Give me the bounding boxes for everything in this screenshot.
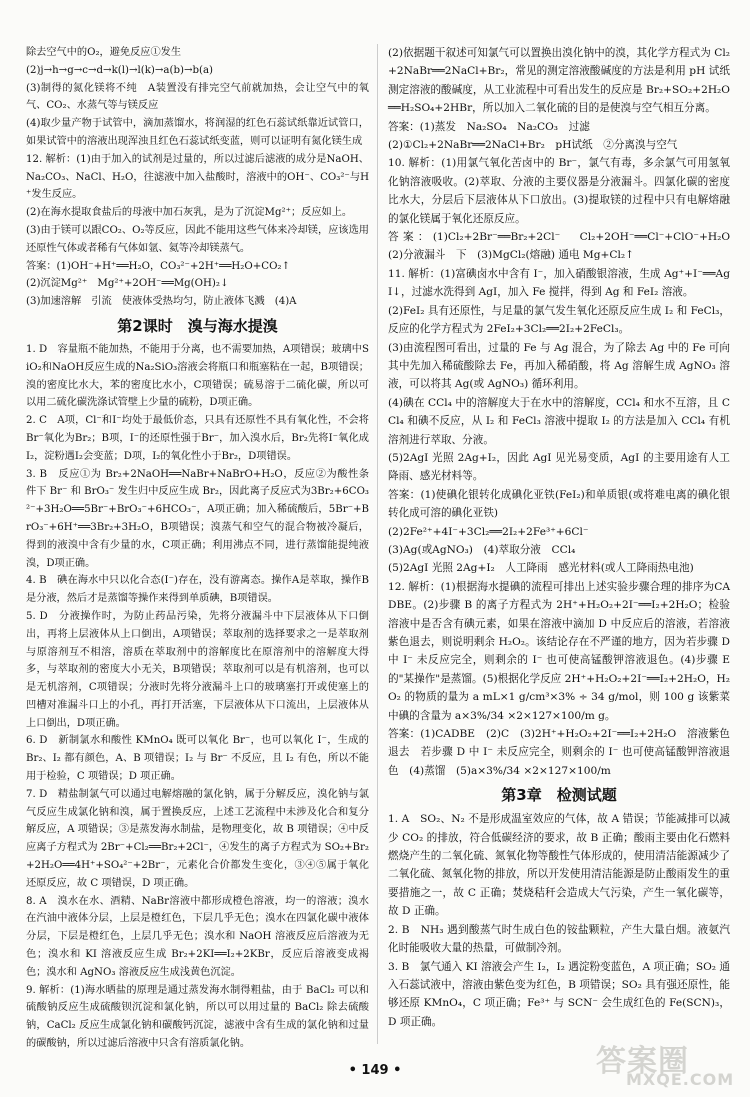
paragraph: (3)制得的氮化镁将不纯 A装置没有排完空气前就加热，会让空气中的氧气、CO₂、水蒸气等与镁反应 bbox=[26, 82, 369, 112]
watermark-url: MXQE.COM bbox=[626, 1070, 735, 1089]
paragraph: 10. 解析：(1)用氯气氧化苦卤中的 Br⁻，氯气有毒，多余氯气可用氢氧化钠溶液吸收。(2)萃取、分液的主要仪器是分液漏斗。四氯化碳的密度比水大，分层后下层液体从下口放出。(3)提取镁的过程中只有电解熔融的氯化镁属于氧化还原反应。 bbox=[388, 157, 730, 225]
paragraph: 6. D 新制氯水和酸性 KMnO₄ 既可以氧化 Br⁻，也可以氧化 I⁻，生成的 Br₂、I₂ 都有颜色，A、B 项错误；I₂ 与 Br⁻ 不反应，且 I₂ 有色，所以不能用于检验，C 项错误；D 项正确。 bbox=[26, 735, 369, 783]
paragraph: 除去空气中的O₂，避免反应①发生 bbox=[26, 47, 182, 58]
paragraph: 答案：(1)Cl₂+2Br⁻══Br₂+2Cl⁻ Cl₂+2OH⁻══Cl⁻+ClO⁻+H₂O (2)分液漏斗 下 (3)MgCl₂(熔融) 通电 Mg+Cl₂↑ bbox=[388, 231, 741, 262]
paragraph: (2)FeI₂ 具有还原性，与足量的氯气发生氧化还原反应生成 I₂ 和 FeCl₃，反应的化学方程式为 2FeI₂+3Cl₂══2I₂+2FeCl₃。 bbox=[388, 304, 730, 336]
paragraph: (2)①Cl₂+2NaBr══2NaCl+Br₂ pH试纸 ②分离溴与空气 bbox=[388, 139, 678, 152]
right-column bbox=[388, 44, 741, 1031]
paragraph: 3. B 氯气通入 KI 溶液会产生 I₂，I₂ 遇淀粉变蓝色，A 项正确；SO₂ 通入石蕊试液中，溶液由紫色变为红色，B 项错误；SO₂ 具有强还原性，能够还原 KMnO₄，C 项正确；Fe³⁺ 与 SCN⁻ 会生成红色的 Fe(SCN)₃，D 项正确。 bbox=[388, 960, 730, 1028]
paragraph: 答案：(1)CADBE (2)C (3)2H⁺+H₂O₂+2I⁻══I₂+2H₂O 溶液紫色退去 若步骤 D 中 I⁻ 未反应完全，则剩余的 I⁻ 也可使高锰酸钾溶液退色 (4)蒸馏 (5)a×3%/34 ×2×127×100/m bbox=[388, 728, 730, 777]
paragraph: (4)取少量产物于试管中，滴加蒸馏水，将润湿的红色石蕊试纸靠近试管口，如果试管中的溶液出现浑浊且红色石蕊试纸变蓝，则可以证明有氮化镁生成 bbox=[26, 118, 369, 147]
section-heading: 第2课时 溴与海水提溴 bbox=[117, 316, 278, 335]
paragraph: (2)2Fe²⁺+4I⁻+3Cl₂══2I₂+2Fe³⁺+6Cl⁻ bbox=[388, 525, 589, 538]
paragraph: (3)由于镁可以跟CO₂、O₂等反应，因此不能用这些气体来冷却镁，应该选用还原性气体或者稀有气体如氩、氦等冷却镁蒸气。 bbox=[26, 224, 369, 254]
paragraph: 9. 解析：(1)海水晒盐的原理是通过蒸发海水制得粗盐，由于 BaCl₂ 可以和硫酸钠反应生成硫酸钡沉淀和氯化钠，所以可以用过量的 BaCl₂ 除去硫酸钠，CaCl₂ 反应生成氯化钠和碳酸钙沉淀，滤液中含有生成的氯化钠和过量的碳酸钠，所以过滤后溶液中只含有溶质氯化钠。 bbox=[26, 984, 369, 1050]
paragraph: 1. A SO₂、N₂ 不是形成温室效应的气体，故 A 错误；节能减排可以减少 CO₂ 的排放，符合低碳经济的要求，故 B 正确；酸雨主要由化石燃料燃烧产生的二氧化硫、氮氧化物等酸性气体形成的，使用清洁能源减少了二氧化硫、氮氧化物的排放，所以开发使用清洁能源是防止酸雨发生的重要措施之一，故 C 正确；焚烧秸秆会造成大气污染，产生一氧化碳等，故 D 正确。 bbox=[388, 813, 730, 918]
paragraph: (2)j→h→g→c→d→k(l)→l(k)→a(b)→b(a) bbox=[26, 64, 214, 76]
paragraph: 12. 解析：(1)根据海水提碘的流程可排出上述实验步骤合理的排序为CADBE。(2)步骤 B 的离子方程式为 2H⁺+H₂O₂+2I⁻══I₂+2H₂O；检验溶液中是否含有碘元素，如果在溶液中滴加 D 中反应后的溶液，若溶液紫色退去，则说明剩余 H₂O₂。该结论存在不严谨的地方，因为若步骤 D 中 I⁻ 未反应完全，则剩余的 I⁻ 也可使高锰酸钾溶液退色。(4)步骤 E 的"某操作"是蒸馏。(5)根据化学反应 2H⁺+H₂O₂+2I⁻══I₂+2H₂O，H₂O₂ 的物质的量为 a mL×1 g/cm³×3% ÷ 34 g/mol，则 100 g 该紫菜中碘的含量为 a×3%/34 ×2×127×100/m g。 bbox=[388, 580, 730, 722]
paragraph: (5)2AgI 光照 2Ag+I₂ 人工降雨 感光材料(或人工降雨热电池) bbox=[388, 562, 694, 575]
column-divider bbox=[377, 44, 378, 1044]
left-column bbox=[26, 44, 369, 1053]
paragraph: 答案：(1)蒸发 Na₂SO₄ Na₂CO₃ 过滤 bbox=[388, 120, 590, 133]
paragraph: (3)Ag(或AgNO₃) (4)萃取分液 CCl₄ bbox=[388, 543, 576, 556]
paragraph: 8. A 溴水在水、酒精、NaBr溶液中都形成橙色溶液，均一的溶液；溴水在汽油中液体分层，上层是橙红色，下层几乎无色；溴水在四氯化碳中液体分层，下层是橙红色，上层几乎无色；溴水和 NaOH 溶液反应后溶液为无色；溴水和 KI 溶液反应生成 Br₂+2KI══I₂+2KBr，反应后溶液变成褐色；溴水和 AgNO₃ 溶液反应生成浅黄色沉淀。 bbox=[26, 895, 369, 978]
paragraph: 2. B NH₃ 遇到酸蒸气时生成白色的铵盐颗粒，产生大量白烟。液氨汽化时能吸收大量的热量，可做制冷剂。 bbox=[388, 923, 730, 955]
paragraph: 4. B 碘在海水中只以化合态(I⁻)存在，没有游离态。操作A是萃取，操作B是分液，然后才是蒸馏等操作来得到单质碘，B项错误。 bbox=[26, 575, 369, 605]
paragraph: (2)依据题干叙述可知氯气可以置换出溴化钠中的溴，其化学方程式为 Cl₂+2NaBr══2NaCl+Br₂，常见的测定溶液酸碱度的方法是利用 pH 试纸测定溶液的酸碱度，从工业流程中可看出发生的反应是 Br₂+SO₂+2H₂O══H₂SO₄+2HBr，所以加入二氧化硫的目的是使溴与空气相互分离。 bbox=[388, 47, 730, 115]
paragraph: 1. D 容量瓶不能加热，不能用于分离，也不需要加热，A项错误；玻璃中SiO₂和NaOH反应生成的Na₂SiO₃溶液会将瓶口和瓶塞粘在一起，B项错误；溴的密度比水大，苯的密度比水小，C项错误；硫易溶于二硫化碳，所以可以用二硫化碳洗涤试管壁上少量的硫粉，D项正确。 bbox=[26, 343, 369, 409]
paragraph: (3)加速溶解 引流 使液体受热均匀，防止液体飞溅 (4)A bbox=[26, 296, 297, 308]
paragraph: 5. D 分液操作时，为防止药品污染，先将分液漏斗中下层液体从下口倒出，再将上层液体从上口倒出，A项错误；萃取剂的选择要求之一是萃取剂与原溶剂互不相溶，溶质在萃取剂中的溶解度比在原溶剂中的溶解度大得多，与萃取剂的密度大小无关，B项错误；萃取剂可以是有机溶剂，也可以是无机溶剂，C项错误；分液时先将分液漏斗上口的玻璃塞打开或使塞上的凹槽对准漏斗口上的小孔，再打开活塞，下层液体从下口流出，上层液体从上口倒出，D项正确。 bbox=[26, 610, 369, 729]
paragraph: 3. B 反应①为 Br₂+2NaOH══NaBr+NaBrO+H₂O，反应②为酸性条件下 Br⁻ 和 BrO₃⁻ 发生归中反应生成 Br₂，因此离子反应式为3Br₂+6CO₃²⁻+3H₂O══5Br⁻+BrO₃⁻+6HCO₃⁻，A项正确；加入稀硫酸后，5Br⁻+BrO₃⁻+6H⁺══3Br₂+3H₂O，B项错误；溴蒸气和空气的混合物被冷凝后，得到的液溴中含有少量的水，C项正确；利用沸点不同，进行蒸馏能提纯液溴，D项正确。 bbox=[26, 468, 369, 569]
section-heading: 第3章 检测试题 bbox=[501, 786, 617, 805]
watermark-logo bbox=[592, 1036, 735, 1091]
paragraph: 答案：(1)OH⁻+H⁺══H₂O，CO₃²⁻+2H⁺══H₂O+CO₂↑ bbox=[26, 260, 291, 272]
paragraph: 2. C A项，Cl⁻和I⁻均处于最低价态，只具有还原性不具有氧化性，不会将Br⁻氧化为Br₂；B项，I⁻的还原性强于Br⁻，加入溴水后，Br₂先将I⁻氧化成I₂，淀粉遇I₂会变蓝；D项，I₂的氧化性小于Br₂，D项错误。 bbox=[26, 415, 369, 462]
paragraph: (2)在海水提取食盐后的母液中加石灰乳，是为了沉淀Mg²⁺；反应如上。 bbox=[26, 207, 353, 219]
paragraph: 答案：(1)使碘化银转化成碘化亚铁(FeI₂)和单质银(或将难电离的碘化银转化成可溶的碘化亚铁) bbox=[388, 488, 730, 520]
paragraph: (3)由流程图可看出，过量的 Fe 与 Ag 混合，为了除去 Ag 中的 Fe 可向其中先加入稀硫酸除去 Fe，再加入稀硝酸，将 Ag 溶解生成 AgNO₃ 溶液，可以将其 Ag(或 AgNO₃) 循环利用。 bbox=[388, 341, 730, 391]
paragraph: 12. 解析：(1)由于加入的试剂是过量的，所以过滤后滤液的成分是NaOH、Na₂CO₃、NaCl、H₂O，往滤液中加入盐酸时，溶液中的OH⁻、CO₃²⁻与H⁺发生反应。 bbox=[26, 153, 369, 201]
page-number: • 149 • bbox=[348, 1063, 402, 1078]
watermark-text: 答案圈 bbox=[596, 1044, 689, 1079]
paragraph: 11. 解析：(1)富碘卤水中含有 I⁻，加入硝酸银溶液，生成 Ag⁺+I⁻══AgI↓，过滤水洗得到 AgI，加入 Fe 搅拌，得到 Ag 和 FeI₂ 溶液。 bbox=[388, 267, 730, 299]
paragraph: 7. D 精盐制氯气可以通过电解熔融的氯化钠，属于分解反应，溴化钠与氯气反应生成氯化钠和溴，属于置换反应，上述工艺流程中未涉及化合和复分解反应，A 项错误；③是蒸发海水制盐，是物理变化，故 B 项错误；④中反应离子方程式为 2Br⁻+Cl₂══Br₂+2Cl⁻，④发生的离子方程式为 SO₂+Br₂+2H₂O══4H⁺+SO₄²⁻+2Br⁻，元素化合价都发生变化，③④⑤属于氧化还原反应，故 C 项错误，D 项正确。 bbox=[26, 788, 369, 889]
paragraph: (5)2AgI 光照 2Ag+I₂，因此 AgI 见光易变质，AgI 的主要用途有人工降雨、感光材料等。 bbox=[388, 451, 730, 483]
paragraph: (4)碘在 CCl₄ 中的溶解度大于在水中的溶解度，CCl₄ 和水不互溶，且 CCl₄ 和碘不反应，从 I₂ 和 FeCl₃ 溶液中提取 I₂ 的方法是加入 CCl₄ 有机溶剂进行萃取、分液。 bbox=[388, 396, 730, 446]
paragraph: (2)沉淀Mg²⁺ Mg²⁺+2OH⁻══Mg(OH)₂↓ bbox=[26, 278, 229, 290]
